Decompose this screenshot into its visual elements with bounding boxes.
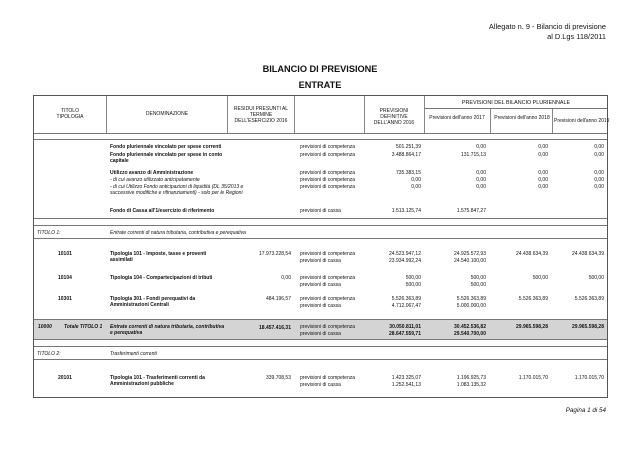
totale1-2019: 29.965.598,28 [572,324,604,330]
t20101-label: Tipologia 101 - Trasferimenti correnti da Amministrazioni pubbliche [110,375,205,388]
totale1-code: 10000 [38,324,52,330]
titolo2-label: Trasferimenti correnti [110,351,157,357]
t10101-label: Tipologia 101 - Imposte, tasse e proventi assimilati [110,251,207,264]
t10104-2017-2: 500,00 [470,282,486,288]
t10104-label: Tipologia 104 - Compartecipazioni di tributi [110,275,213,281]
t10104-tipo1: previsioni di competenza [300,275,356,281]
t10101-def2: 23.934.992,24 [389,258,421,264]
t10301-tipo1: previsioni di competenza [300,296,356,302]
col-pluriennale: PREVISIONI DEL BILANCIO PLURIENNALE [461,100,571,106]
fpv-correnti-2017: 0,00 [476,144,486,150]
t10101-2017-1: 24.925.572,93 [454,251,486,257]
avanzo-ant-def: 0,00 [411,177,421,183]
norma-label: al D.Lgs 118/2011 [547,32,606,41]
avanzo-tipo: previsioni di competenza [300,170,356,176]
avanzo-2018: 0,00 [538,170,548,176]
totale1-2017-1: 30.452.536,82 [454,324,486,330]
t10104-residui: 0,00 [281,275,291,281]
fondo-liq-2017: 0,00 [476,184,486,190]
fondo-liq-2019: 0,00 [594,184,604,190]
t10301-def2: 4.712.067,47 [391,303,421,309]
fondo-liq-def: 0,00 [411,184,421,190]
totale1-label: Entrate correnti di natura tributaria, contributiva e perequativa [110,324,225,337]
t20101-2019: 1.170.015,70 [574,375,604,381]
totale1-title: Totale TITOLO 1 [64,324,103,330]
fondo-liq-2018: 0,00 [538,184,548,190]
t10104-def2: 500,00 [405,282,421,288]
t10104-2017-1: 500,00 [470,275,486,281]
col-2019: Previsioni dell'anno 2019 [554,118,610,124]
t10101-2019: 24.438.634,39 [572,251,604,257]
t20101-tipo1: previsioni di competenza [300,375,356,381]
fpv-capitale-def: 3.488.864,17 [391,152,421,158]
fpv-capitale-label: Fondo pluriennale vincolato per spese in conto capitale [110,152,223,165]
col-2017: Previsioni dell'anno 2017 [429,115,485,121]
t10301-2018: 5.526.363,89 [518,296,548,302]
t10301-label: Tipologia 301 - Fondi perequativi da Amministrazioni Centrali [110,296,196,309]
totale1-2018: 29.965.598,28 [516,324,548,330]
t10104-code: 10104 [58,275,72,281]
t10101-2017-2: 24.540.100,00 [454,258,486,264]
t10101-2018: 24.438.634,39 [516,251,548,257]
page-number: Pagina 1 di 54 [565,407,606,414]
t10301-2019: 5.526.363,89 [574,296,604,302]
t10104-2019: 500,00 [588,275,604,281]
totale1-residui: 18.457.416,31 [259,325,291,331]
t20101-def1: 1.423.325,07 [391,375,421,381]
t10301-def1: 5.526.363,89 [391,296,421,302]
titolo2-code: TITOLO 2: [37,351,61,357]
t20101-tipo2: previsioni di cassa [300,382,341,388]
avanzo-ant-label: - di cui avanzo utilizzato anticipatamente [110,177,200,183]
totale1-def1: 30.050.811,01 [389,324,421,330]
page-title: BILANCIO DI PREVISIONE [262,64,378,74]
fondo-cassa-def: 1.513.125,74 [391,208,421,214]
t20101-code: 20101 [58,375,72,381]
avanzo-ant-2019: 0,00 [594,177,604,183]
avanzo-def: 735.383,15 [395,170,421,176]
fpv-capitale-2017: 131.715,13 [460,152,486,158]
t10104-def1: 500,00 [405,275,421,281]
col-definitive: PREVISIONI DEFINITIVE DELL'ANNO 2016 [373,108,415,127]
t10301-2017-1: 5.526.363,89 [456,296,486,302]
document-header [489,22,606,42]
col-denominazione: DENOMINAZIONE [145,111,189,117]
t10101-code: 10101 [58,251,72,257]
avanzo-2019: 0,00 [594,170,604,176]
col-2018: Previsioni dell'anno 2018 [494,115,550,121]
t10101-tipo2: previsioni di cassa [300,258,341,264]
t10301-code: 10301 [58,296,72,302]
t10101-def1: 24.523.947,12 [389,251,421,257]
t20101-2017-1: 1.196.925,73 [456,375,486,381]
fondo-liq-label: - di cui Utilizzo Fondo anticipazioni di liquidità (DL 35/2013 e successive modifiche e rifinanziamenti) - solo per le Regioni [110,184,244,197]
t10104-2018: 500,00 [532,275,548,281]
avanzo-ant-tipo: previsioni di competenza [300,177,356,183]
fondo-cassa-tipo: previsioni di cassa [300,208,341,214]
avanzo-ant-2018: 0,00 [538,177,548,183]
page-subtitle: ENTRATE [298,80,342,90]
t20101-2018: 1.170.015,70 [518,375,548,381]
budget-table [33,95,608,398]
avanzo-label: Utilizzo avanzo di Amministrazione [110,170,194,176]
fondo-liq-tipo: previsioni di competenza [300,184,356,190]
allegato-label: Allegato n. 9 - Bilancio di previsione [488,22,606,31]
fpv-capitale-2018: 0,00 [538,152,548,158]
t10301-2017-2: 5.000.000,00 [456,303,486,309]
avanzo-2017: 0,00 [476,170,486,176]
totale1-def2: 28.647.559,71 [389,331,421,337]
fpv-correnti-2018: 0,00 [538,144,548,150]
titolo1-label: Entrate correnti di natura tributaria, contributiva e perequativa [110,230,246,236]
fondo-cassa-label: Fondo di Cassa all'1/esercizio di riferimento [110,208,215,214]
col-residui: RESIDUI PRESUNTI AL TERMINE DELL'ESERCIZIO 2016 [233,106,289,125]
fpv-correnti-def: 501.251,39 [395,144,421,150]
fpv-capitale-2019: 0,00 [594,152,604,158]
totale1-2017-2: 29.540.700,00 [454,331,486,337]
fondo-cassa-2017: 1.575.847,27 [456,208,486,214]
t20101-residui: 339.708,53 [265,375,291,381]
t10104-tipo2: previsioni di cassa [300,282,341,288]
avanzo-ant-2017: 0,00 [476,177,486,183]
totale1-tipo2: previsioni di cassa [300,331,341,337]
titolo1-code: TITOLO 1: [37,230,61,236]
t10101-tipo1: previsioni di competenza [300,251,356,257]
fpv-correnti-tipo: previsioni di competenza [300,144,356,150]
totale1-tipo1: previsioni di competenza [300,324,356,330]
fpv-capitale-tipo: previsioni di competenza [300,152,356,158]
fpv-correnti-2019: 0,00 [594,144,604,150]
t10301-tipo2: previsioni di cassa [300,303,341,309]
t10101-residui: 17.973.228,54 [259,251,291,257]
t20101-2017-2: 1.083.135,32 [456,382,486,388]
t20101-def2: 1.252.541,13 [391,382,421,388]
fpv-correnti-label: Fondo pluriennale vincolato per spese correnti [110,144,222,150]
t10301-residui: 484.196,57 [265,296,291,302]
col-titolo: TITOLO TIPOLOGIA [56,108,84,121]
